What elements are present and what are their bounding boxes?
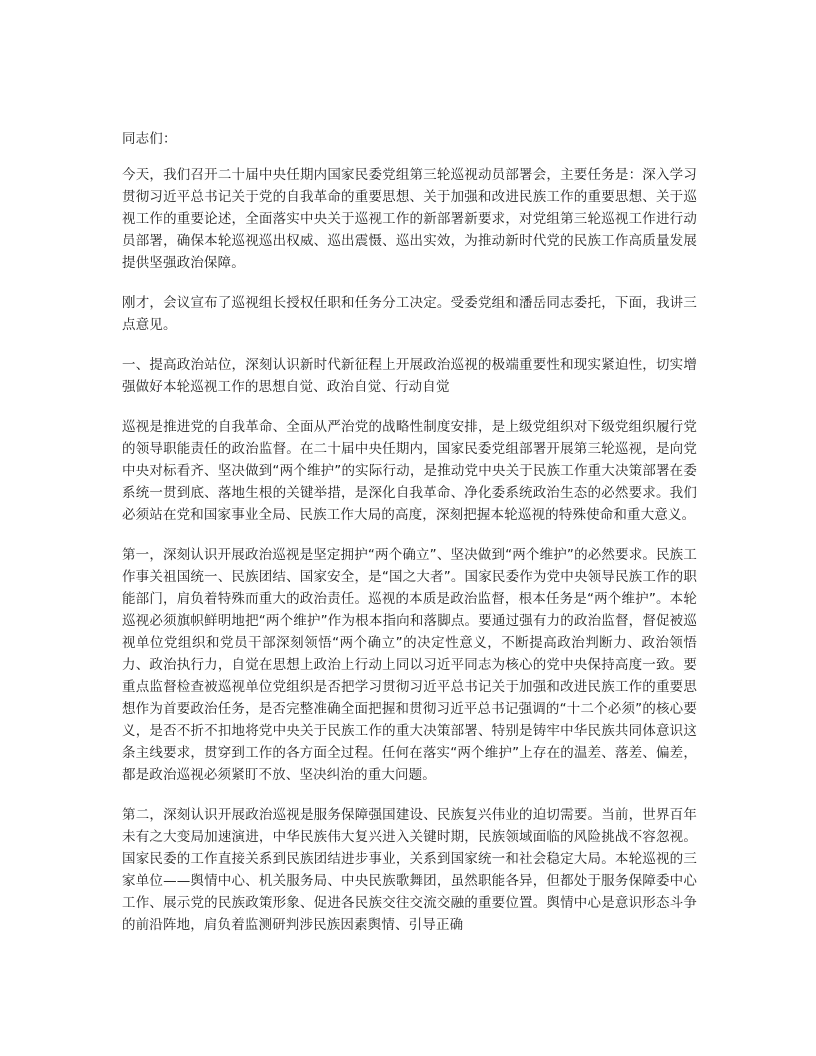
greeting: 同志们： [122,131,177,147]
paragraph-inspection-significance: 巡视是推进党的自我革命、全面从严治党的战略性制度安排，是上级党组织对下级党组织履行党的领导职能责任的政治监督。在二十届中央任期内，国家民委党组部署开展第三轮巡视，是向党中央对标看齐、坚决做到“两个维护”的实际行动，是推动党中央关于民族工作重大决策部署在委系统一贯到底、落地生根的关键举措，是深化自我革命、净化委系统政治生态的必然要求。我们必须站在党和国家事业全局、民族工作大局的高度，深刻把握本轮巡视的特殊使命和重大意义。 [122,419,697,523]
paragraph-point-two: 第二，深刻认识开展政治巡视是服务保障强国建设、民族复兴伟业的迫切需要。当前，世界百年未有之大变局加速演进，中华民族伟大复兴进入关键时期，民族领域面临的风险挑战不容忽视。国家民委的工作直接关系到民族团结进步事业，关系到国家统一和社会稳定大局。本轮巡视的三家单位——舆情中心、机关服务局、中央民族歌舞团，虽然职能各异，但都处于服务保障委中心工作、展示党的民族政策形象、促进各民族交往交流交融的重要位置。舆情中心是意识形态斗争的前沿阵地，肩负着监测研判涉民族因素舆情、引导正确 [122,807,697,933]
paragraph-announcement: 刚才，会议宣布了巡视组长授权任职和任务分工决定。受委党组和潘岳同志委托，下面，我讲三点意见。 [122,295,697,333]
section-heading-one: 一、提高政治站位，深刻认识新时代新征程上开展政治巡视的极端重要性和现实紧迫性，切实增强做好本轮巡视工作的思想自觉、政治自觉、行动自觉 [122,357,697,395]
paragraph-point-one: 第一，深刻认识开展政治巡视是坚定拥护“两个确立”、坚决做到“两个维护”的必然要求。民族工作事关祖国统一、民族团结、国家安全，是“国之大者”。国家民委作为党中央领导民族工作的职能部门，肩负着特殊而重大的政治责任。巡视的本质是政治监督，根本任务是“两个维护”。本轮巡视必须旗帜鲜明地把“两个维护”作为根本指向和落脚点。要通过强有力的政治监督，督促被巡视单位党组织和党员干部深刻领悟“两个确立”的决定性意义，不断提高政治判断力、政治领悟力、政治执行力，自觉在思想上政治上行动上同以习近平同志为核心的党中央保持高度一致。要重点监督检查被巡视单位党组织是否把学习贯彻习近平总书记关于加强和改进民族工作的重要思想作为首要政治任务，是否完整准确全面把握和贯彻习近平总书记强调的“十二个必须”的核心要义，是否不折不扣地将党中央关于民族工作的重大决策部署、特别是铸牢中华民族共同体意识这条主线要求，贯穿到工作的各方面全过程。任何在落实“两个维护”上存在的温差、落差、偏差，都是政治巡视必须紧盯不放、坚决纠治的重大问题。 [122,547,697,783]
paragraph-intro: 今天，我们召开二十届中央任期内国家民委党组第三轮巡视动员部署会，主要任务是：深入学习贯彻习近平总书记关于党的自我革命的重要思想、关于加强和改进民族工作的重要思想、关于巡视工作的重要论述，全面落实中央关于巡视工作的新部署新要求，对党组第三轮巡视工作进行动员部署，确保本轮巡视巡出权威、巡出震慑、巡出实效，为推动新时代党的民族工作高质量发展提供坚强政治保障。 [122,167,697,271]
document-page [122,128,697,954]
